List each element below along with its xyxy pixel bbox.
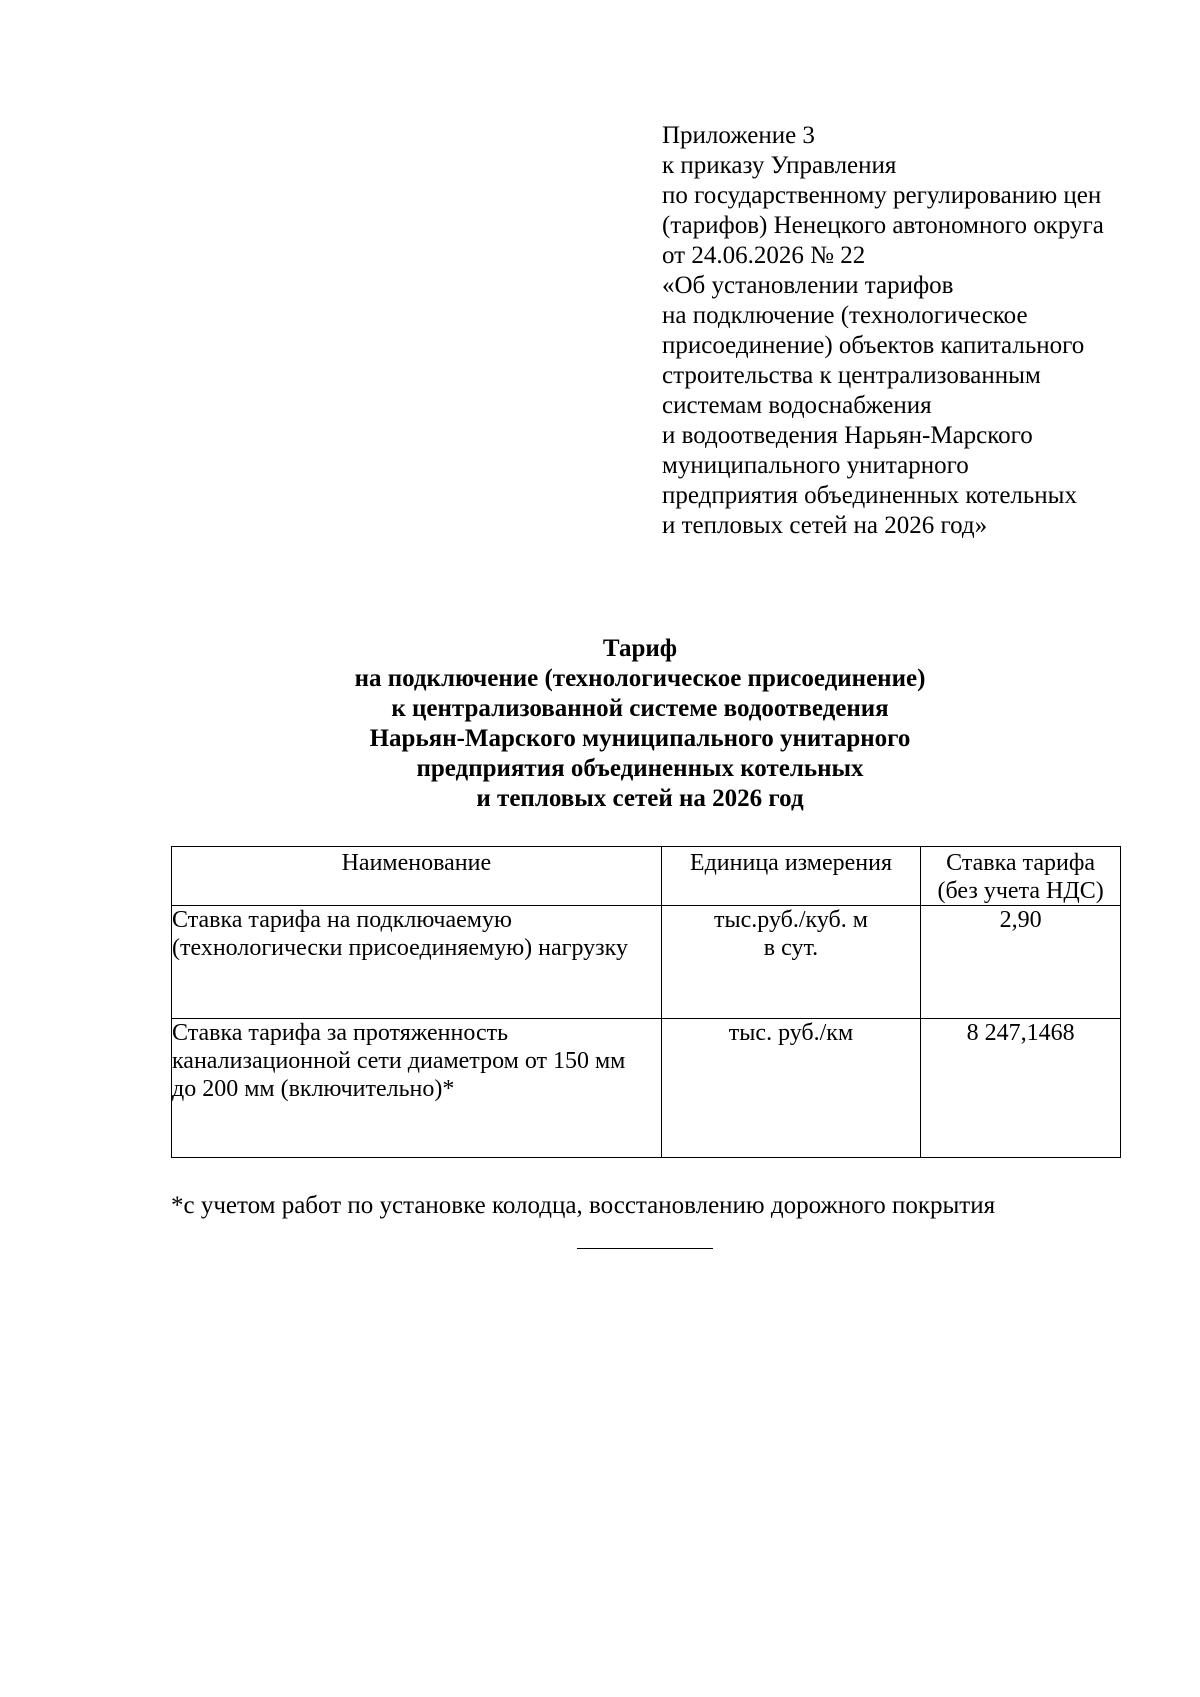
row-unit-cell [661, 906, 921, 1019]
annex-line: по государственному регулированию цен [662, 182, 1102, 209]
row-name-cell [172, 906, 662, 1019]
row-rate-value: 8 247,1468 [966, 1020, 1075, 1046]
row-rate-cell [921, 1019, 1121, 1158]
row-unit-line: тыс. руб./км [728, 1020, 854, 1046]
row-unit-cell [661, 1019, 921, 1158]
header-rate-note: (без учета НДС) [937, 878, 1104, 904]
title-line: предприятия объединенных котельных [416, 755, 864, 782]
row-unit-line: тыс.руб./куб. м [714, 907, 868, 933]
annex-line: (тарифов) Ненецкого автономного округа [662, 212, 1104, 239]
row-name-cell [172, 1019, 662, 1158]
annex-line: на подключение (технологическое [662, 302, 1028, 329]
annex-line: присоединение) объектов капитального [662, 332, 1085, 359]
annex-line: муниципального унитарного [662, 452, 969, 479]
header-unit [661, 847, 921, 906]
title-line: к централизованной системе водоотведения [391, 695, 889, 722]
header-rate [921, 847, 1121, 906]
header-rate-text: Ставка тарифа [946, 850, 1096, 876]
annex-line: от 24.06.2026 № 22 [662, 242, 866, 269]
annex-line: и тепловых сетей на 2026 год» [662, 512, 988, 539]
row-name-line: Ставка тарифа за протяженность [172, 1020, 509, 1046]
table-row [172, 1019, 1121, 1158]
footnote: *с учетом работ по установке колодца, восстановлению дорожного покрытия [171, 1192, 996, 1219]
annex-line: строительства к централизованным [662, 362, 1041, 389]
row-name-line: (технологически присоединяемую) нагрузку [172, 935, 628, 961]
tariff-table [171, 846, 1121, 1158]
row-name-line: Ставка тарифа на подключаемую [172, 907, 512, 933]
annex-reference [662, 121, 1182, 541]
title-line: на подключение (технологическое присоединение) [354, 665, 926, 692]
header-unit-text: Единица измерения [689, 850, 893, 876]
table-header-row [172, 847, 1121, 906]
annex-line: предприятия объединенных котельных [662, 482, 1077, 509]
document-title [150, 634, 1130, 814]
title-line: и тепловых сетей на 2026 год [476, 785, 804, 812]
row-name-line: канализационной сети диаметром от 150 мм [172, 1048, 626, 1074]
title-line: Нарьян-Марского муниципального унитарного [369, 725, 911, 752]
header-name-text: Наименование [341, 850, 492, 876]
row-rate-cell [921, 906, 1121, 1019]
annex-line: «Об установлении тарифов [662, 272, 954, 299]
row-name-line: до 200 мм (включительно)* [172, 1076, 455, 1102]
annex-line: к приказу Управления [662, 152, 897, 179]
annex-line: системам водоснабжения [662, 392, 932, 419]
row-rate-value: 2,90 [999, 907, 1042, 933]
annex-line: Приложение 3 [662, 122, 815, 149]
title-line: Тариф [602, 635, 678, 662]
annex-line: и водоотведения Нарьян-Марского [662, 422, 1033, 449]
row-unit-line: в сут. [763, 935, 819, 961]
end-rule-divider [577, 1248, 713, 1249]
table-row [172, 906, 1121, 1019]
header-name [172, 847, 662, 906]
